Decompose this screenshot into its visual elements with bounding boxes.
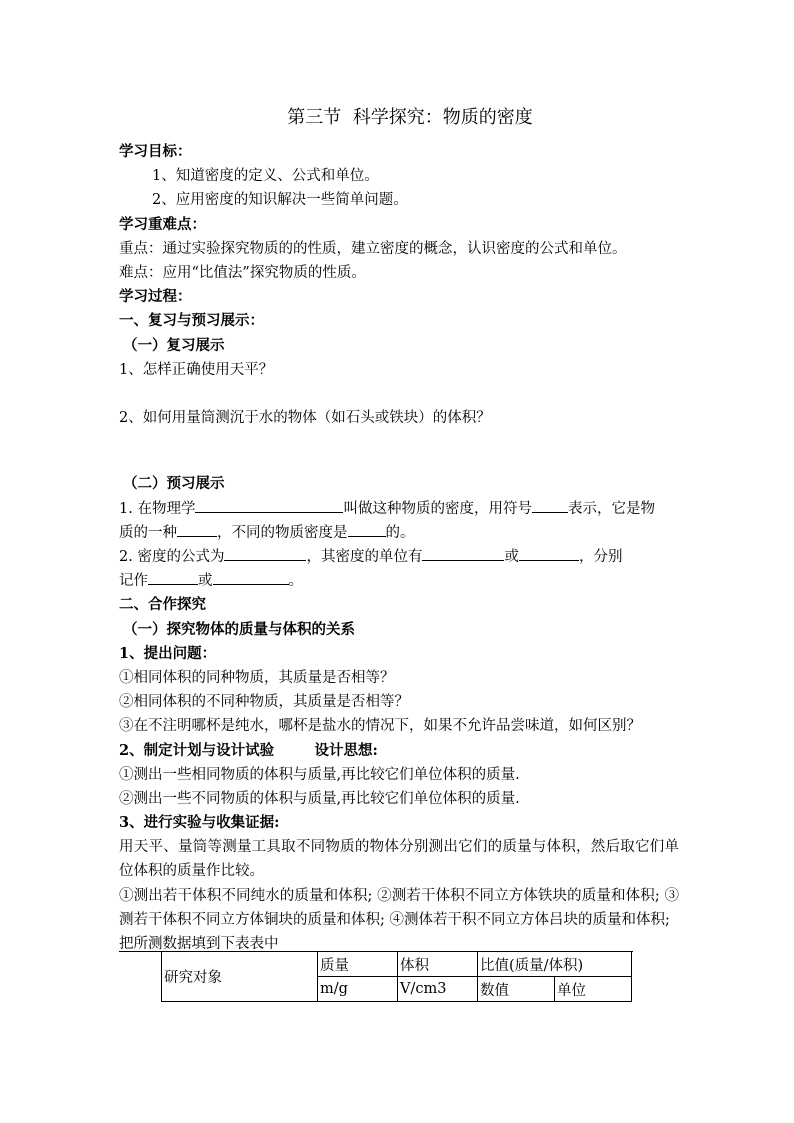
table-header-volume: 体积 (398, 952, 478, 977)
table-header-mass: 质量 (318, 952, 398, 977)
plan-item: ②测出一些不同物质的体积与质量,再比较它们单位体积的质量. (119, 790, 520, 807)
answer-space (119, 454, 679, 472)
difficulty-text: 难点：应用“比值法”探究物质的性质。 (119, 264, 366, 281)
fill-blank[interactable] (422, 546, 504, 561)
table-header-unit: 单位 (555, 977, 632, 1002)
question-item: ③在不注明哪杯是纯水，哪杯是盐水的情况下，如果不允许品尝味道，如何区别？ (119, 718, 641, 735)
answer-space (119, 430, 679, 454)
keypoints-heading: 学习重难点： (119, 215, 206, 233)
fill-blank[interactable] (519, 546, 579, 561)
preview-item-1 (119, 497, 679, 521)
table-intro: 把所测数据填到下表表中 (119, 936, 279, 953)
document-body (119, 140, 679, 956)
section2-heading: 二、合作探究 (119, 596, 206, 614)
preview-item-2-cont (119, 569, 679, 593)
plan-item: ①测出一些相同物质的体积与质量,再比较它们单位体积的质量. (119, 766, 520, 783)
goals-heading: 学习目标： (119, 143, 192, 160)
table-header-mass-unit: m/g (318, 977, 398, 1002)
text-fragment: 或 (504, 549, 519, 565)
text-fragment: ，其密度的单位有 (306, 549, 423, 565)
review-heading: （一）复习展示 (123, 336, 225, 354)
answer-space (119, 382, 679, 406)
page-title: 第三节 科学探究：物质的密度 (287, 107, 533, 128)
question-item: ①相同体积的同种物质，其质量是否相等？ (119, 669, 395, 686)
experiment-heading: 3、进行实验与收集证据: (119, 814, 280, 832)
text-fragment: 表示，它是物 (567, 500, 655, 517)
text-fragment: 。 (288, 573, 303, 590)
fill-blank[interactable] (348, 522, 386, 537)
preview-heading: （二）预习展示 (123, 475, 225, 493)
experiment-text: 用天平、量筒等测量工具取不同物质的物体分别测出它们的质量与体积，然后取它们单位体积的质量作比较。 (119, 839, 679, 880)
text-fragment: 2. 密度的公式为 (119, 549, 225, 565)
review-question-2: 2、如何用量筒测沉于水的物体（如石头或铁块）的体积？ (119, 410, 491, 427)
fill-blank[interactable] (224, 546, 306, 561)
text-fragment: 质的一种 (119, 524, 177, 541)
data-table (161, 951, 632, 1002)
process-heading: 学习过程： (119, 288, 192, 306)
goal-item: 2、应用密度的知识解决一些简单问题。 (152, 192, 408, 209)
table-header-value: 数值 (478, 977, 555, 1002)
plan-heading: 2、制定计划与设计试验 设计思想: (119, 741, 378, 759)
fill-blank[interactable] (177, 522, 217, 537)
fill-blank[interactable] (148, 570, 198, 585)
question-heading: 1、提出问题： (119, 644, 217, 662)
fill-blank[interactable] (195, 498, 343, 513)
explore-heading: （一）探究物体的质量与体积的关系 (123, 620, 355, 638)
text-fragment: 的。 (385, 524, 415, 541)
fill-blank[interactable] (532, 498, 568, 513)
question-item: ②相同体积的不同种物质，其质量是否相等？ (119, 694, 409, 711)
experiment-detail: ①测出若干体积不同纯水的质量和体积; ②测若干体积不同立方体铁块的质量和体积; ③测若干体积不同立方体铜块的质量和体积; ④测体若干积不同立方体吕块的质量和体积; (119, 887, 679, 928)
text-fragment: 记作 (119, 573, 148, 590)
goal-item: 1、知道密度的定义、公式和单位。 (152, 168, 379, 185)
text-fragment: 或 (198, 573, 213, 590)
text-fragment: ，分别 (578, 549, 623, 565)
table-header-volume-unit: V/cm3 (398, 977, 478, 1002)
text-fragment: 叫做这种物质的密度，用符号 (343, 500, 532, 517)
fill-blank[interactable] (213, 570, 289, 585)
section1-heading: 一、复习与预习展示： (119, 312, 264, 330)
table-header-ratio: 比值(质量/体积) (478, 952, 632, 977)
text-fragment: 1. 在物理学 (119, 500, 196, 517)
text-fragment: ，不同的物质密度是 (217, 524, 348, 541)
focus-text: 重点：通过实验探究物质的的性质，建立密度的概念，认识密度的公式和单位。 (119, 240, 627, 257)
preview-item-2 (119, 545, 679, 569)
preview-item-1-cont (119, 521, 679, 545)
table-header-object: 研究对象 (162, 952, 318, 1002)
review-question-1: 1、怎样正确使用天平？ (119, 361, 274, 378)
